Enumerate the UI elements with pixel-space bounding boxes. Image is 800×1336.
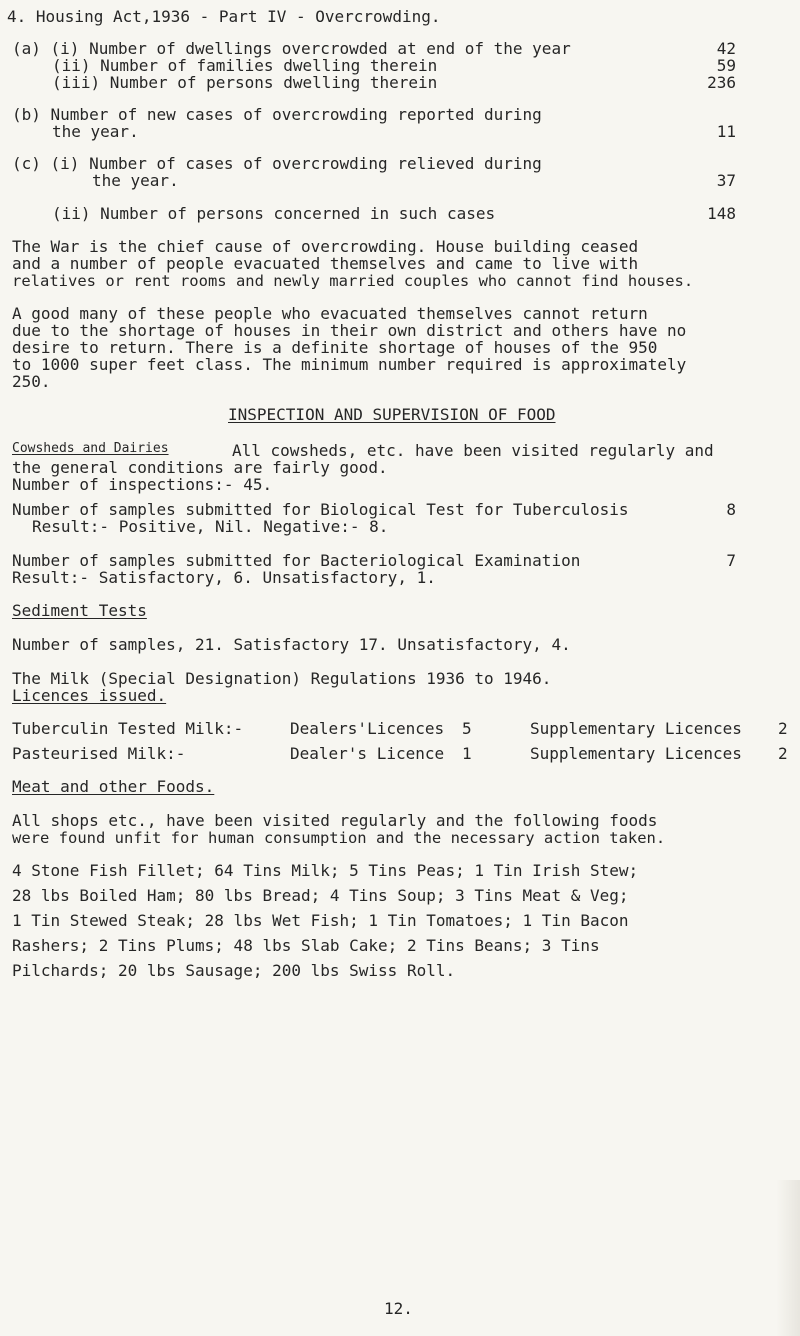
housing-para2-line1: A good many of these people who evacuated themselves cannot return <box>12 304 648 323</box>
housing-a-iii-value: 236 <box>707 73 736 92</box>
sediment-heading: Sediment Tests <box>12 601 147 620</box>
housing-heading: 4. Housing Act,1936 - Part IV - Overcrowding. <box>7 7 441 26</box>
housing-b-label-2: the year. <box>52 122 139 141</box>
meat-text-2: were found unfit for human consumption and the necessary action taken. <box>12 829 666 847</box>
bio-test-value: 8 <box>726 500 736 519</box>
cowsheds-text-1: All cowsheds, etc. have been visited regularly and <box>232 441 714 460</box>
page-edge-shadow <box>776 1180 800 1336</box>
pasteurised-dealers-count: 1 <box>462 744 472 763</box>
meat-list-line-4: Rashers; 2 Tins Plums; 48 lbs Slab Cake; 2 Tins Beans; 3 Tins <box>12 936 600 955</box>
bio-test-label: Number of samples submitted for Biological Test for Tuberculosis <box>12 500 629 519</box>
housing-a-ii-label: (ii) Number of families dwelling therein <box>52 56 438 75</box>
housing-b-value: 11 <box>716 122 736 141</box>
licences-heading: Licences issued. <box>12 686 167 705</box>
tt-dealers-count: 5 <box>462 719 472 738</box>
tt-supplementary: Supplementary Licences <box>530 719 742 738</box>
housing-a-iii-label: (iii) Number of persons dwelling therein <box>52 73 438 92</box>
housing-a-ii-value: 59 <box>716 56 736 75</box>
meat-list-line-2: 28 lbs Boiled Ham; 80 lbs Bread; 4 Tins Soup; 3 Tins Meat & Veg; <box>12 886 629 905</box>
housing-para2-line4: to 1000 super feet class. The minimum number required is approximately <box>12 355 687 374</box>
page-number: 12. <box>384 1299 413 1318</box>
housing-para2-line5: 250. <box>12 372 51 391</box>
pasteurised-supplementary-count: 2 <box>778 744 788 763</box>
meat-list-line-1: 4 Stone Fish Fillet; 64 Tins Milk; 5 Tins Peas; 1 Tin Irish Stew; <box>12 861 639 880</box>
meat-list-line-3: 1 Tin Stewed Steak; 28 lbs Wet Fish; 1 Tin Tomatoes; 1 Tin Bacon <box>12 911 629 930</box>
housing-para1-line2: and a number of people evacuated themselves and came to live with <box>12 254 639 273</box>
pasteurised-supplementary: Supplementary Licences <box>530 744 742 763</box>
housing-a-i-label: (a) (i) Number of dwellings overcrowded at end of the year <box>12 39 571 58</box>
inspection-heading: INSPECTION AND SUPERVISION OF FOOD <box>228 405 556 424</box>
pasteurised-dealers-licence: Dealer's Licence <box>290 744 445 763</box>
bio-test-result: Result:- Positive, Nil. Negative:- 8. <box>32 517 389 536</box>
tt-milk-label: Tuberculin Tested Milk:- <box>12 719 244 738</box>
meat-text-1: All shops etc., have been visited regularly and the following foods <box>12 811 658 830</box>
housing-c-i-label-1: (c) (i) Number of cases of overcrowding relieved during <box>12 154 542 173</box>
meat-list-line-5: Pilchards; 20 lbs Sausage; 200 lbs Swiss Roll. <box>12 961 456 980</box>
tt-dealers-licences: Dealers'Licences <box>290 719 445 738</box>
housing-b-label-1: (b) Number of new cases of overcrowding reported during <box>12 105 542 124</box>
bact-exam-label: Number of samples submitted for Bacteriological Examination <box>12 551 581 570</box>
housing-para1-line1: The War is the chief cause of overcrowding. House building ceased <box>12 237 639 256</box>
housing-para2-line3: desire to return. There is a definite shortage of houses of the 950 <box>12 338 658 357</box>
sediment-text: Number of samples, 21. Satisfactory 17. Unsatisfactory, 4. <box>12 635 571 654</box>
cowsheds-heading: Cowsheds and Dairies <box>12 441 169 456</box>
housing-c-i-label-2: the year. <box>92 171 179 190</box>
tt-supplementary-count: 2 <box>778 719 788 738</box>
cowsheds-text-2: the general conditions are fairly good. <box>12 458 388 477</box>
housing-c-ii-value: 148 <box>707 204 736 223</box>
housing-c-i-value: 37 <box>716 171 736 190</box>
housing-a-i-value: 42 <box>716 39 736 58</box>
housing-para1-line3: relatives or rent rooms and newly married couples who cannot find houses. <box>12 272 694 290</box>
pasteurised-label: Pasteurised Milk:- <box>12 744 186 763</box>
inspections-count: Number of inspections:- 45. <box>12 475 273 494</box>
bact-exam-value: 7 <box>726 551 736 570</box>
bact-exam-result: Result:- Satisfactory, 6. Unsatisfactory, 1. <box>12 568 436 587</box>
meat-heading: Meat and other Foods. <box>12 777 215 796</box>
housing-para2-line2: due to the shortage of houses in their own district and others have no <box>12 321 687 340</box>
milk-regulations: The Milk (Special Designation) Regulations 1936 to 1946. <box>12 669 552 688</box>
housing-c-ii-label: (ii) Number of persons concerned in such cases <box>52 204 496 223</box>
